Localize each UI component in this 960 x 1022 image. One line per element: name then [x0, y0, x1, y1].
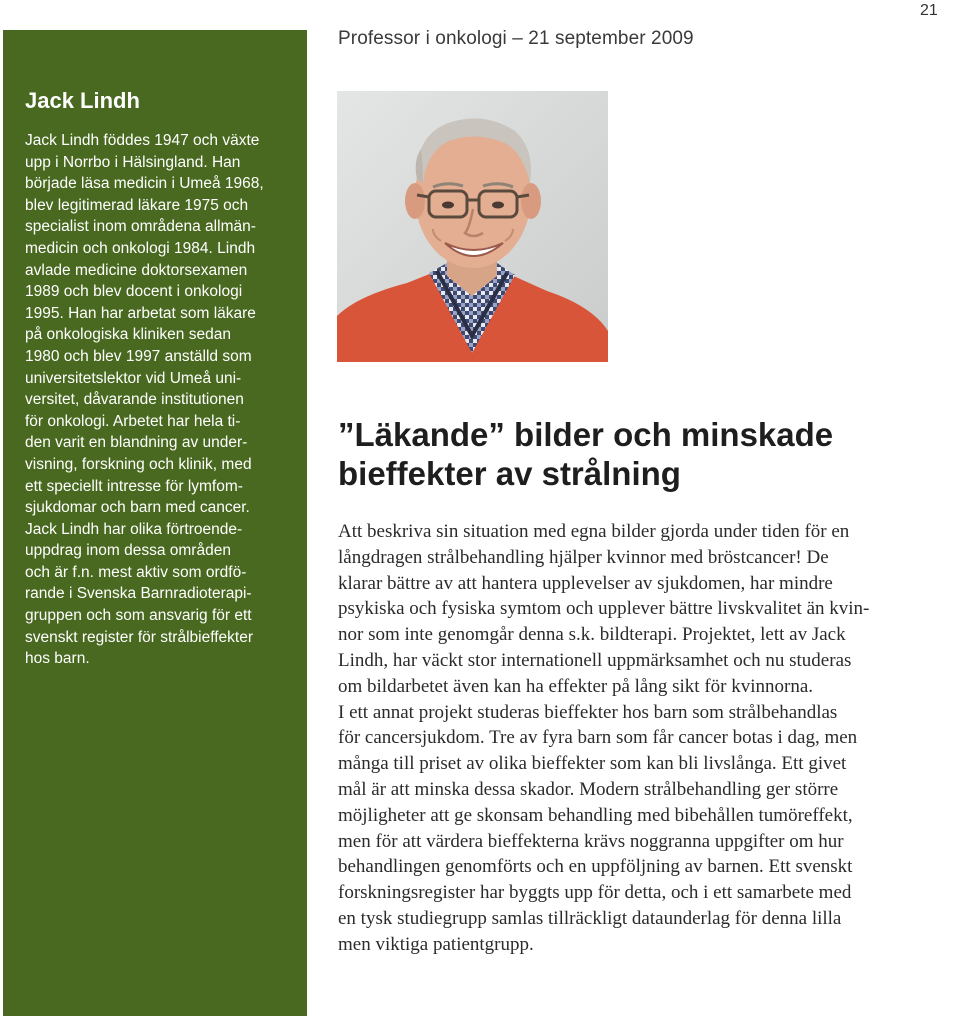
portrait-illustration [337, 91, 608, 362]
article-paragraph-1: Att beskriva sin situation med egna bilder gjorda under tiden för en långdragen strålbehandling hjälper kvinnor med bröstcancer! De klarar bättre av att hantera upplevelser av sjukdomen, har mindre psykiska och fysiska symtom och upplever bättre livskvalitet än kvin- nor som inte genomgår denna s.k. bildterapi. Projektet, lett av Jack Lindh, har väckt stor internationell uppmärksamhet och nu studeras om bildarbetet även kan ha effekter på lång sikt för kvinnorna. [338, 521, 870, 697]
portrait-photo [337, 91, 608, 362]
article-body [338, 519, 938, 958]
person-name: Jack Lindh [25, 88, 140, 113]
biography-text: Jack Lindh föddes 1947 och växte upp i Norrbo i Hälsingland. Han började läsa medicin i Umeå 1968, blev legitimerad läkare 1975 och specialist inom områdena allmän- medicin och onkologi 1984. Lindh avlade medicine doktorsexamen 1989 och blev docent i onkologi 1995. Han har arbetat som läkare på onkologiska kliniken sedan 1980 och blev 1997 anställd som universitetslektor vid Umeå uni- versitet, dåvarande institutionen för onkologi. Arbetet har hela ti- den varit en blandning av under- visning, forskning och klinik, med ett speciellt intresse för lymfom- sjukdomar och barn med cancer. Jack Lindh har olika förtroende- uppdrag inom dessa områden och är f.n. mest aktiv som ordfö- rande i Svenska Barnradioterapi- gruppen och som ansvarig för ett svenskt register för strålbieffekter hos barn. [25, 132, 264, 668]
article-headline: ”Läkande” bilder och minskade bieffekter av strålning [338, 416, 834, 492]
page-header: Professor i onkologi – 21 september 2009 [338, 28, 694, 49]
page-number: 21 [920, 2, 938, 19]
article-paragraph-2: I ett annat projekt studeras bieffekter hos barn som strålbehandlas för cancersjukdom. Tre av fyra barn som får cancer botas i dag, men många till priset av olika bieffekter som kan bli livslånga. Ett givet mål är att minska dessa skador. Modern strålbehandling ger större möjligheter att ge skonsam behandling med bibehållen tumöreffekt, men för att värdera bieffekterna krävs noggranna uppgifter om hur behandlingen genomförts och en uppföljning av barnen. Ett svenskt forskningsregister har byggts upp för detta, och i ett samarbete med en tysk studiegrupp samlas tillräckligt dataunderlag för denna lilla men viktiga patientgrupp. [338, 701, 858, 955]
biography-sidebar [3, 30, 307, 1016]
